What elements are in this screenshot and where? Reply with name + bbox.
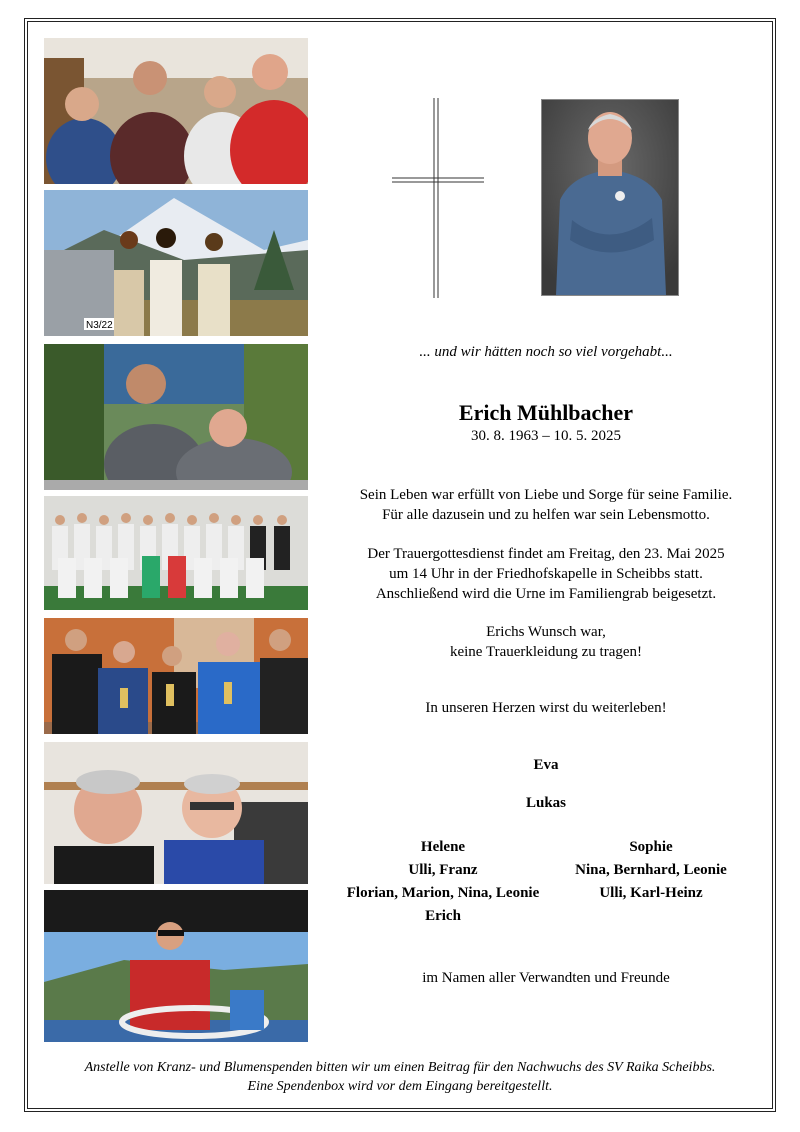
text-line: Sein Leben war erfüllt von Liebe und Sorge für seine Familie.: [359, 487, 733, 503]
life-paragraph: [330, 485, 762, 525]
lake-photo: [44, 344, 308, 490]
mourner-line: Ulli, Karl-Heinz: [599, 885, 703, 901]
text-line: Der Trauergottesdienst findet am Freitag, den 23. Mai 2025: [367, 546, 725, 562]
mourner-line: Nina, Bernhard, Leonie: [575, 862, 727, 878]
mourner-first: Eva: [533, 757, 559, 773]
wish-paragraph: [330, 622, 762, 662]
service-paragraph: [330, 544, 762, 604]
closing-line: im Namen aller Verwandten und Freunde: [422, 970, 670, 986]
trophy-photo: [44, 618, 308, 734]
mourner-line: Ulli, Franz: [408, 862, 478, 878]
mourners-left-column: [330, 836, 556, 928]
mourner-line: Sophie: [629, 839, 673, 855]
motto-text: ... und wir hätten noch so viel vorgehabt...: [419, 344, 673, 360]
mourner-second: Lukas: [525, 795, 567, 811]
text-line: Erichs Wunsch war,: [486, 624, 606, 640]
life-dates: 30. 8. 1963 – 10. 5. 2025: [471, 428, 621, 444]
donation-footer: [30, 1058, 770, 1096]
family-photo: [44, 38, 308, 184]
team-photo: [44, 496, 308, 610]
hearts-line: In unseren Herzen wirst du weiterleben!: [425, 700, 667, 716]
footer-line: Eine Spendenbox wird vor dem Eingang bereitgestellt.: [247, 1079, 553, 1094]
mourner-line: Helene: [420, 839, 466, 855]
license-plate: N3/22: [86, 320, 113, 331]
mountain-photo: [44, 190, 308, 336]
text-line: keine Trauerkleidung zu tragen!: [449, 644, 643, 660]
mourner-line: Erich: [425, 908, 461, 924]
footer-line: Anstelle von Kranz- und Blumenspenden bitten wir um einen Beitrag für den Nachwuchs des SV Raika Scheibbs.: [84, 1060, 716, 1075]
portrait-photo: [541, 99, 679, 296]
text-line: Anschließend wird die Urne im Familiengrab beigesetzt.: [375, 586, 717, 602]
mourner-line: Florian, Marion, Nina, Leonie: [346, 885, 540, 901]
text-line: Für alle dazusein und zu helfen war sein Lebensmotto.: [382, 507, 710, 523]
cross-icon: [390, 98, 486, 298]
mourners-right-column: [556, 836, 746, 905]
selfie-photo: [44, 742, 308, 884]
boat-photo: [44, 890, 308, 1042]
deceased-name: Erich Mühlbacher: [458, 400, 634, 425]
text-line: um 14 Uhr in der Friedhofskapelle in Scheibbs statt.: [389, 566, 703, 582]
